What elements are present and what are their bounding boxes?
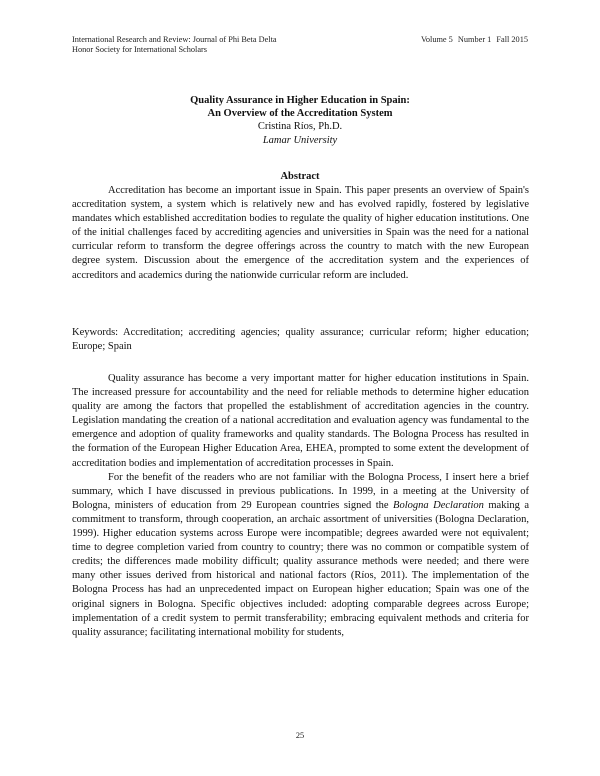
volume-label: Volume 5	[420, 35, 453, 44]
paragraph-2-text-b: making a commitment to transform, through cooperation, an archaic assortment of universities (Bologna Declaration, 1999). Higher education systems across Europe were incompatible; degrees awarded were not equivalent; time to degree completion varied from country to country; there was no common or compatible system of credits; the differences made mobility difficult; quality assurance methods were needed; and there were many other issues derived from historical and national factors (Ríos, 2011). The implementation of the Bologna Process has had an unprecedented impact on European higher education; Spain was one of the original signers in Bologna. Specific objectives included: adopting comparable degrees across Europe; implementation of a credit system to permit transferability; embracing equivalent methods and criteria for quality assurance; facilitating international mobility for students,	[72, 499, 530, 638]
issue-label: Fall 2015	[496, 35, 528, 44]
running-header-journal	[72, 35, 277, 55]
body-text	[72, 372, 529, 640]
number-label: Number 1	[457, 35, 492, 44]
abstract-text: Accreditation has become an important issue in Spain. This paper presents an overview of Spain's accreditation system, a system which is relatively new and has evolved rapidly, fostered by legislative mandates which established accreditation bodies to regulate the quality of higher education institutions. One of the initial challenges faced by accrediting agencies and universities in Spain was the need for a national curricular reform to transform the degree offerings across the country to match with the new European degree system. Discussion about the emergence of the accreditation system and the experiences of accreditors and academics during the nationwide curricular reform are included.	[72, 185, 529, 281]
author-name: Cristina Ríos, Ph.D.	[257, 121, 343, 132]
page-number: 25	[295, 731, 305, 740]
journal-name: International Research and Review: Journal of Phi Beta Delta	[72, 35, 277, 44]
paragraph-2-text-a: For the benefit of the readers who are not familiar with the Bologna Process, I insert here a brief summary, which I have discussed in previous publications. In 1999, in a meeting at the University of Bologna, ministers of education from 29 European countries signed the	[72, 471, 529, 511]
article-title-line2: An Overview of the Accreditation System	[207, 108, 393, 119]
author-affiliation: Lamar University	[262, 135, 338, 146]
body-paragraph-2	[72, 471, 529, 640]
bologna-declaration-italic: Bologna Declaration	[393, 499, 484, 511]
abstract-heading: Abstract	[280, 171, 320, 182]
running-header-issue	[418, 35, 528, 45]
keywords-section	[72, 326, 529, 354]
journal-subtitle: Honor Society for International Scholars	[72, 45, 208, 55]
body-paragraph-1: Quality assurance has become a very important matter for higher education institutions in Spain. The increased pressure for accountability and the need for reliable methods to determine higher education quality are among the factors that propelled the establishment of accreditation agencies in the country. Legislation mandating the creation of a national accreditation and evaluation agency was fundamental to the emergence and adoption of quality frameworks and quality standards. The Bologna Process has resulted in the formation of the European Higher Education Area, EHEA, prompted to some extent the development of accreditation bodies and implementation of accreditation processes in Spain.	[72, 373, 529, 469]
article-title-line1: Quality Assurance in Higher Education in Spain:	[190, 95, 410, 106]
keywords-text: Keywords: Accreditation; accrediting agencies; quality assurance; curricular reform; higher education; Europe; Spain	[72, 327, 529, 353]
abstract-section	[72, 184, 529, 283]
